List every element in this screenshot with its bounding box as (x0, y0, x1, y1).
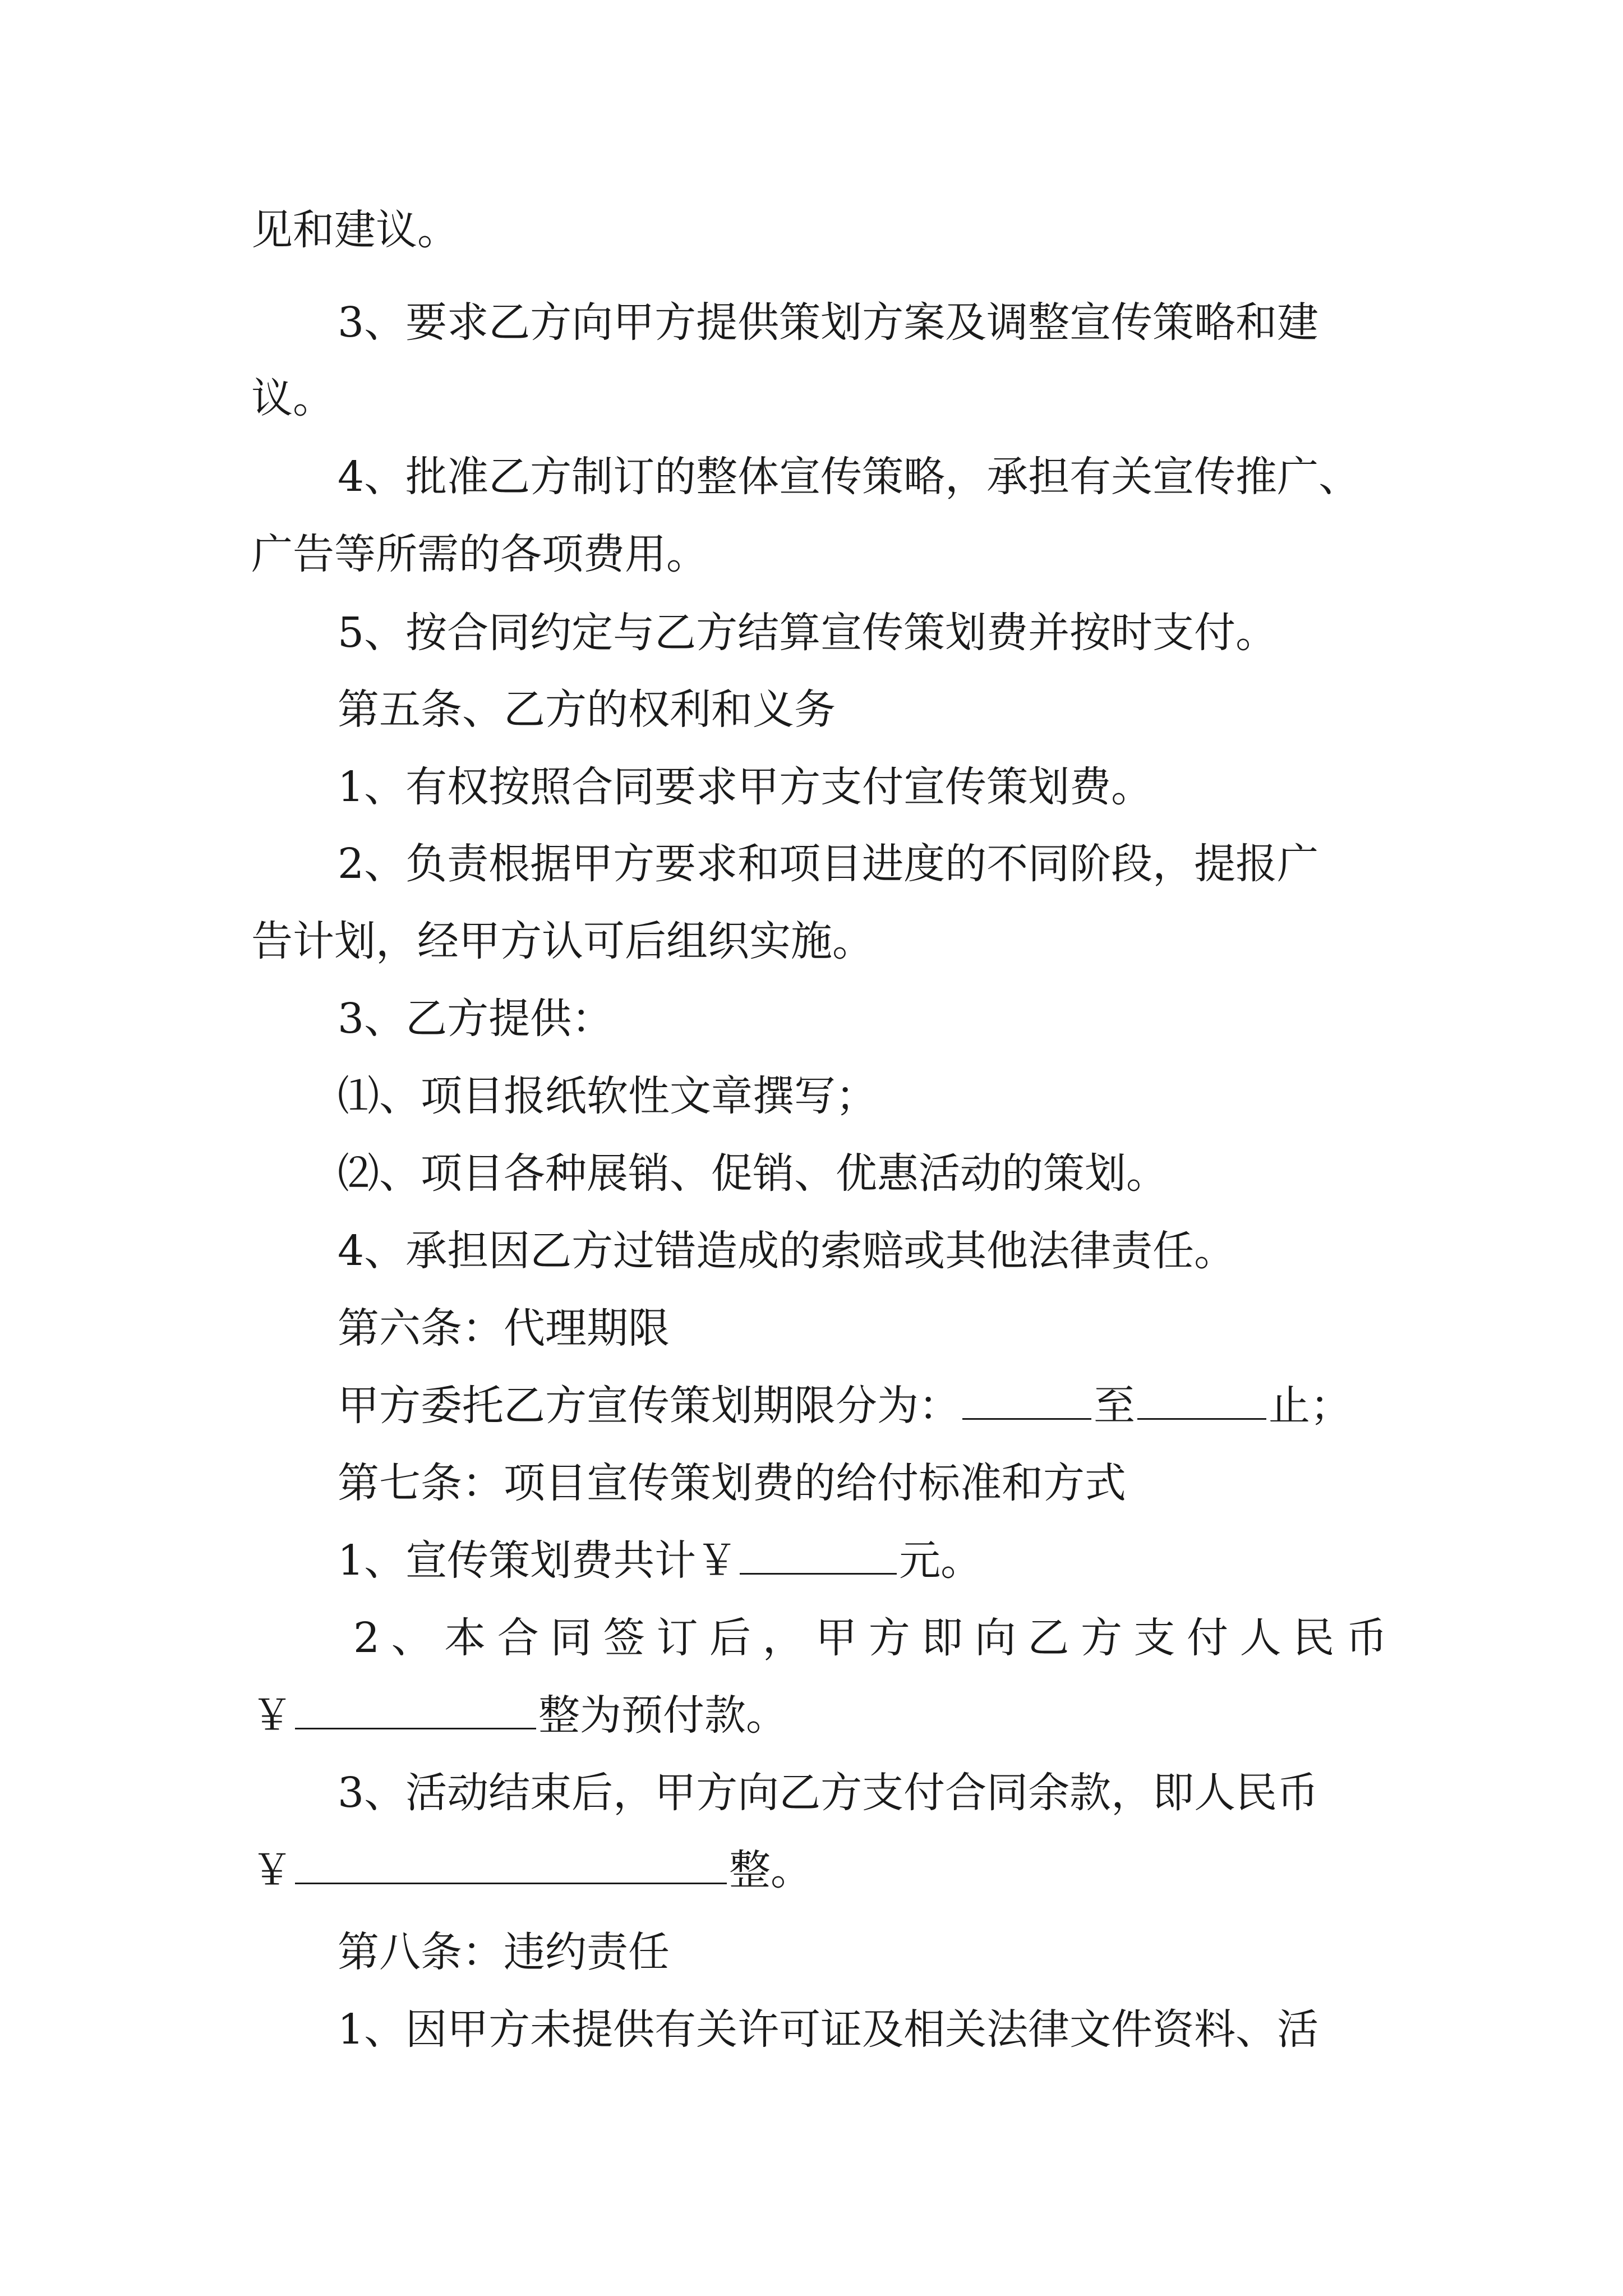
section-heading: 第六条：代理期限 (338, 1304, 670, 1352)
end-date-blank[interactable] (1137, 1381, 1266, 1420)
section-heading: 第五条、乙方的权利和义务 (338, 685, 836, 734)
glyph: 人 (1239, 1614, 1281, 1662)
prepay-amount-blank[interactable] (295, 1691, 536, 1729)
glyph: 方 (1080, 1614, 1122, 1662)
glyph: 支 (1133, 1614, 1175, 1662)
text-line: 5、按合同约定与乙方结算宣传策划费并按时支付。 (338, 609, 1278, 657)
text-line: 3、活动结束后，甲方向乙方支付合同余款，即人民币 (338, 1769, 1319, 1817)
glyph: ， (762, 1614, 804, 1662)
glyph: 即 (921, 1614, 963, 1662)
period-label: 甲方委托乙方宣传策划期限分为： (338, 1382, 960, 1430)
text-line (0, 1599, 1623, 1677)
text-line-period (0, 1366, 1623, 1445)
text-line: 3、要求乙方向甲方提供策划方案及调整宣传策略和建 (338, 298, 1319, 347)
balance-label: 整。 (729, 1846, 812, 1894)
text-line-balance (0, 1831, 1623, 1910)
glyph: 后 (709, 1614, 751, 1662)
text-line: 2、负责根据甲方要求和项目进度的不同阶段，提报广 (338, 840, 1319, 888)
text-line: 告计划，经甲方认可后组织实施。 (251, 917, 874, 965)
prepay-label: 整为预付款。 (538, 1691, 787, 1740)
currency-symbol: ￥ (251, 1846, 293, 1894)
text-line: 议。 (251, 374, 334, 422)
section-heading: 第八条：违约责任 (338, 1928, 670, 1976)
currency-symbol: ￥ (251, 1691, 293, 1740)
text-line: 3、乙方提供： (338, 995, 614, 1043)
text-line: 1、因甲方未提供有关许可证及相关法律文件资料、活 (338, 2005, 1319, 2054)
glyph: 订 (656, 1614, 698, 1662)
glyph: 民 (1293, 1614, 1335, 1662)
total-fee-blank[interactable] (740, 1536, 897, 1575)
glyph: 同 (550, 1614, 592, 1662)
text-line-total-fee (0, 1521, 1623, 1600)
glyph: 、 (391, 1614, 433, 1662)
text-line: 广告等所需的各项费用。 (251, 530, 708, 578)
text-line-prepay (0, 1676, 1623, 1755)
glyph: 签 (603, 1614, 645, 1662)
period-end: 止； (1269, 1382, 1352, 1430)
total-fee-label: 1、宣传策划费共计￥ (338, 1536, 738, 1585)
total-fee-unit: 元。 (899, 1536, 983, 1585)
glyph: 币 (1345, 1614, 1387, 1662)
glyph: 乙 (1027, 1614, 1069, 1662)
balance-amount-blank[interactable] (295, 1846, 727, 1884)
list-item: ⑴、项目报纸软性文章撰写； (338, 1072, 877, 1120)
start-date-blank[interactable] (962, 1381, 1091, 1420)
text-line: 见和建议。 (251, 206, 459, 254)
list-item: ⑵、项目各种展销、促销、优惠活动的策划。 (338, 1149, 1168, 1198)
section-heading: 第七条：项目宣传策划费的给付标准和方式 (338, 1459, 1126, 1507)
glyph: 甲 (815, 1614, 857, 1662)
glyph: 向 (974, 1614, 1016, 1662)
glyph: 2 (353, 1614, 380, 1662)
period-to: 至 (1094, 1382, 1135, 1430)
text-line: 4、承担因乙方过错造成的索赔或其他法律责任。 (338, 1227, 1236, 1275)
glyph: 本 (444, 1614, 486, 1662)
glyph: 合 (497, 1614, 539, 1662)
glyph: 付 (1187, 1614, 1229, 1662)
text-line: 4、批准乙方制订的整体宣传策略，承担有关宣传推广、 (338, 453, 1361, 501)
glyph: 方 (868, 1614, 910, 1662)
text-line: 1、有权按照合同要求甲方支付宣传策划费。 (338, 763, 1153, 811)
